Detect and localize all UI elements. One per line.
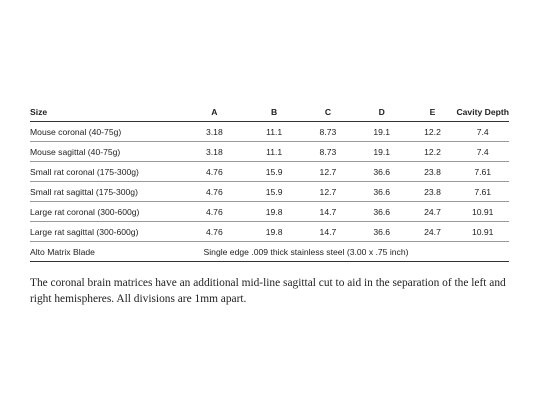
cell-b: 19.8: [247, 202, 301, 222]
cell-cavity-depth: 10.91: [456, 222, 509, 242]
cell-cavity-depth: 7.61: [456, 182, 509, 202]
cell-size: Small rat coronal (175-300g): [30, 162, 182, 182]
cell-size: Mouse sagittal (40-75g): [30, 142, 182, 162]
cell-cavity-depth: 7.4: [456, 142, 509, 162]
cell-cavity-depth: 7.61: [456, 162, 509, 182]
cell-d: 36.6: [355, 182, 409, 202]
cell-d: 19.1: [355, 142, 409, 162]
cell-e: 23.8: [409, 182, 457, 202]
blade-label: Alto Matrix Blade: [30, 242, 182, 262]
cell-c: 12.7: [301, 162, 355, 182]
cell-a: 4.76: [182, 222, 248, 242]
cell-d: 36.6: [355, 202, 409, 222]
cell-b: 15.9: [247, 162, 301, 182]
cell-cavity-depth: 10.91: [456, 202, 509, 222]
cell-cavity-depth: 7.4: [456, 122, 509, 142]
cell-size: Mouse coronal (40-75g): [30, 122, 182, 142]
table-row: [30, 162, 509, 182]
cell-e: 12.2: [409, 142, 457, 162]
cell-size: Small rat sagittal (175-300g): [30, 182, 182, 202]
table-row: [30, 142, 509, 162]
cell-a: 3.18: [182, 122, 248, 142]
cell-e: 24.7: [409, 202, 457, 222]
cell-b: 11.1: [247, 142, 301, 162]
header-size: Size: [30, 103, 182, 122]
cell-b: 19.8: [247, 222, 301, 242]
cell-a: 4.76: [182, 182, 248, 202]
matrix-note: The coronal brain matrices have an additional mid-line sagittal cut to aid in the separation of the left and right hemispheres. All divisions are 1mm apart.: [30, 277, 506, 305]
cell-d: 36.6: [355, 162, 409, 182]
cell-b: 15.9: [247, 182, 301, 202]
cell-a: 4.76: [182, 162, 248, 182]
table-row: [30, 122, 509, 142]
header-d: D: [355, 103, 409, 122]
header-cavity-depth: Cavity Depth: [456, 103, 509, 122]
brain-matrix-spec-table: [30, 103, 509, 262]
cell-b: 11.1: [247, 122, 301, 142]
cell-e: 12.2: [409, 122, 457, 142]
cell-e: 23.8: [409, 162, 457, 182]
table-row: [30, 182, 509, 202]
cell-a: 3.18: [182, 142, 248, 162]
table-header-row: [30, 103, 509, 122]
cell-c: 8.73: [301, 122, 355, 142]
cell-size: Large rat sagittal (300-600g): [30, 222, 182, 242]
header-c: C: [301, 103, 355, 122]
blade-description: Single edge .009 thick stainless steel (3.00 x .75 inch): [182, 242, 509, 262]
header-a: A: [182, 103, 248, 122]
cell-e: 24.7: [409, 222, 457, 242]
cell-c: 14.7: [301, 202, 355, 222]
cell-c: 8.73: [301, 142, 355, 162]
table-row: [30, 222, 509, 242]
header-e: E: [409, 103, 457, 122]
cell-size: Large rat coronal (300-600g): [30, 202, 182, 222]
blade-row: [30, 242, 509, 262]
table-row: [30, 202, 509, 222]
cell-c: 14.7: [301, 222, 355, 242]
cell-c: 12.7: [301, 182, 355, 202]
header-b: B: [247, 103, 301, 122]
cell-a: 4.76: [182, 202, 248, 222]
cell-d: 19.1: [355, 122, 409, 142]
cell-d: 36.6: [355, 222, 409, 242]
